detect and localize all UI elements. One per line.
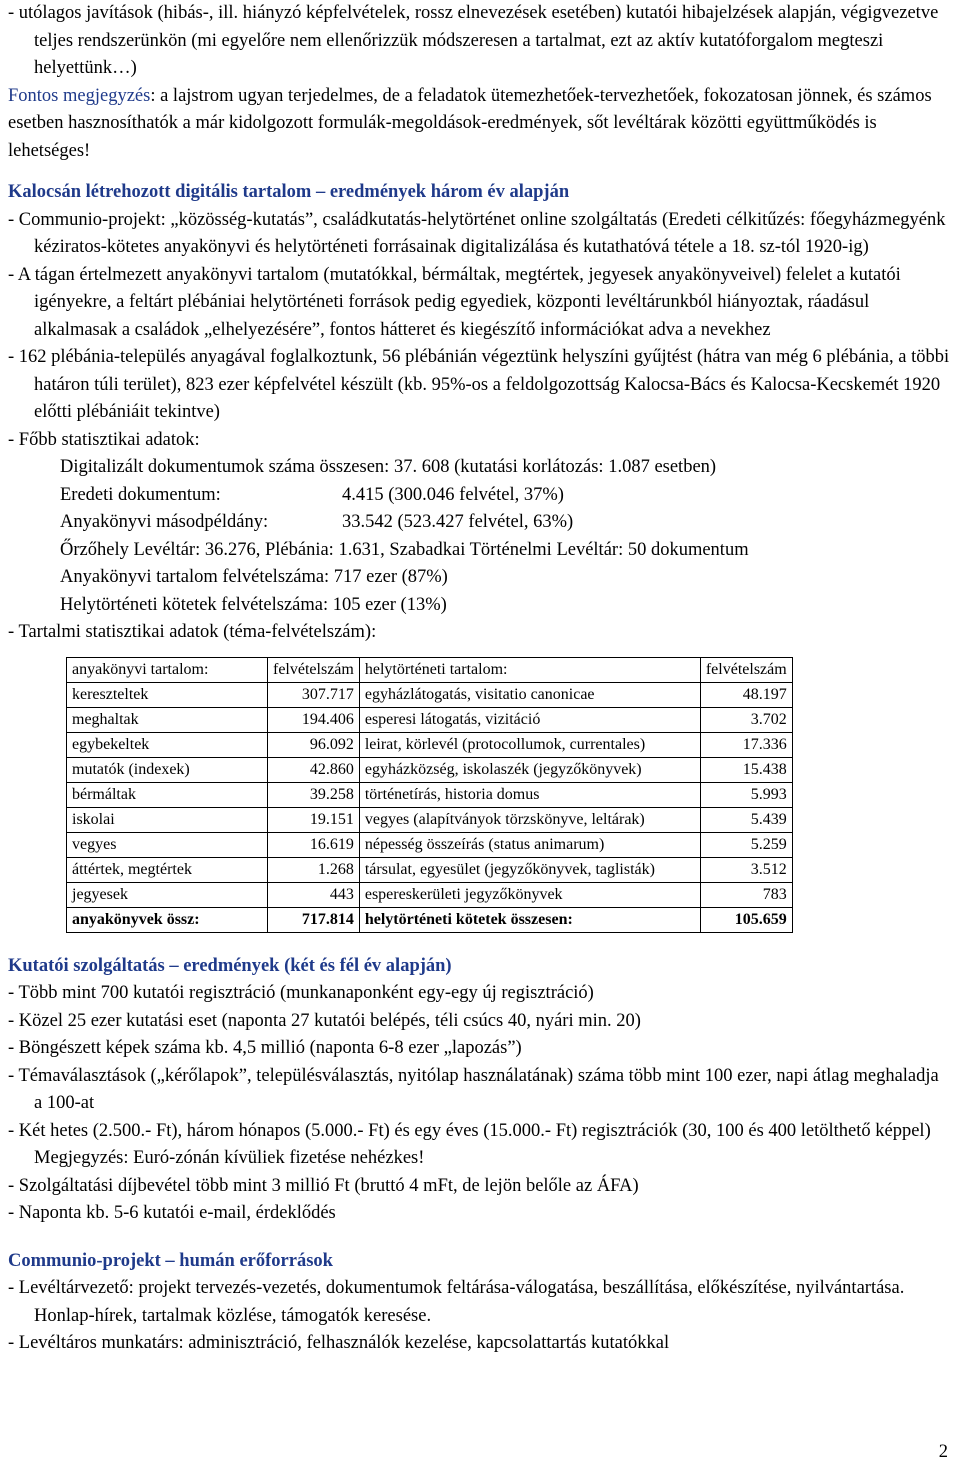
stat-label: Anyakönyvi másodpéldány:	[60, 512, 269, 532]
table-row	[67, 682, 793, 707]
table-row	[67, 782, 793, 807]
page-number: 2	[938, 1441, 948, 1462]
table-cell: 17.336	[700, 732, 792, 757]
stats-heading: - Főbb statisztikai adatok:	[8, 429, 200, 450]
stat-label: Eredeti dokumentum:	[60, 484, 221, 505]
table-cell: iskolai	[67, 807, 268, 832]
content-statistics-table	[66, 657, 793, 933]
table-header: felvételszám	[700, 657, 792, 682]
table-cell: 717.814	[268, 907, 360, 932]
table-cell: egybekeltek	[67, 732, 268, 757]
section1-bullet-3: - 162 plébánia-település anyagával foglalkoztunk, 56 plébánián végeztünk helyszíni gyűjtést (hátra van még 6 plébánia, a többi határon túli terület), 823 ezer képfelvétel készült (kb. 95%-os a feldolgozottság Kalocsa-Bács és Kalocsa-Kecskemét 1920 előtti plébániáit tekintve)	[8, 347, 950, 422]
note-paragraph	[8, 83, 950, 166]
section2-bullet-7: - Naponta kb. 5-6 kutatói e-mail, érdeklődés	[8, 1203, 336, 1223]
table-cell: meghaltak	[67, 707, 268, 732]
table-row	[67, 857, 793, 882]
section1-bullet-2: - A tágan értelmezett anyakönyvi tartalom (mutatókkal, bérmáltak, megtértek, jegyesek anyakönyveivel) felelet a kutatói igényekre, a feltárt plébániai helytörténeti források pedig egyediek, központi levéltárunkból hiányoztak, ráadásul alkalmasak a családok „elhelyezésére”, fontos hátteret és kiegészítő információkat adva a nevekhez	[8, 264, 901, 340]
stat-line-3	[60, 509, 950, 537]
table-cell: 5.259	[700, 832, 792, 857]
section2-bullet-1: - Több mint 700 kutatói regisztráció (munkanaponként egy-egy új regisztráció)	[8, 983, 594, 1003]
table-heading: - Tartalmi statisztikai adatok (téma-felvételszám):	[8, 622, 377, 642]
table-header: felvételszám	[268, 657, 360, 682]
table-cell: kereszteltek	[67, 682, 268, 707]
table-cell: 48.197	[700, 682, 792, 707]
table-cell: anyakönyvek össz:	[67, 907, 268, 932]
section2-heading: Kutatói szolgáltatás – eredmények (két és fél év alapján)	[8, 955, 452, 976]
table-cell: egyházlátogatás, visitatio canonicae	[359, 682, 700, 707]
stat-value: 33.542 (523.427 felvétel, 63%)	[342, 512, 574, 532]
table-header: helytörténeti tartalom:	[359, 657, 700, 682]
table-header: anyakönyvi tartalom:	[67, 657, 268, 682]
table-total-row	[67, 907, 793, 932]
section3-bullet-2: - Levéltáros munkatárs: adminisztráció, felhasználók kezelése, kapcsolattartás kutatókkal	[8, 1333, 670, 1353]
section3-bullet-1: - Levéltárvezető: projekt tervezés-vezetés, dokumentumok feltárása-válogatása, beszállítása, előkészítése, nyilvántartása. Honlap-hírek, tartalmak közlése, támogatók keresése.	[8, 1278, 905, 1326]
table-cell: mutatók (indexek)	[67, 757, 268, 782]
stat-line-1: Digitalizált dokumentumok száma összesen: 37. 608 (kutatási korlátozás: 1.087 esetben)	[60, 457, 717, 477]
table-cell: helytörténeti kötetek összesen:	[359, 907, 700, 932]
section2-bullet-3: - Böngészett képek száma kb. 4,5 millió (naponta 6-8 ezer „lapozás”)	[8, 1038, 522, 1058]
table-header-row	[67, 657, 793, 682]
table-cell: esperesi látogatás, vizitáció	[359, 707, 700, 732]
stat-value: 4.415 (300.046 felvétel, 37%)	[342, 484, 564, 505]
table-cell: bérmáltak	[67, 782, 268, 807]
section1-bullet-1: - Communio-projekt: „közösség-kutatás”, családkutatás-helytörténet online szolgáltatás (Eredeti célkitűzés: főegyházmegyénk kéziratos-kötetes anyakönyvi és helytörténeti forrásainak digitalizálása és kutathatóvá tétele a 18. sz-tól 1920-ig)	[8, 209, 946, 257]
section2-bullet-2: - Közel 25 ezer kutatási eset (naponta 27 kutatói belépés, téli csúcs 40, nyári min. 20)	[8, 1010, 641, 1031]
intro-paragraph: - utólagos javítások (hibás-, ill. hiányzó képfelvételek, rossz elnevezések esetében) kutatói hibajelzések alapján, végigvezetve teljes rendszerünkön (mi egyelőre nem ellenőrizzük módszeresen a tartalmat, ezt az aktív kutatóforgalom megteszi helyettünk…)	[8, 3, 939, 78]
section3-heading: Communio-projekt – humán erőforrások	[8, 1250, 333, 1271]
note-label: Fontos megjegyzés	[8, 85, 151, 106]
table-cell: 16.619	[268, 832, 360, 857]
table-cell: jegyesek	[67, 882, 268, 907]
table-cell: 3.512	[700, 857, 792, 882]
table-cell: 96.092	[268, 732, 360, 757]
table-row	[67, 707, 793, 732]
table-cell: 443	[268, 882, 360, 907]
table-cell: 42.860	[268, 757, 360, 782]
table-cell: vegyes (alapítványok törzskönyve, leltárak)	[359, 807, 700, 832]
table-cell: történetírás, historia domus	[359, 782, 700, 807]
table-cell: egyházközség, iskolaszék (jegyzőkönyvek)	[359, 757, 700, 782]
table-cell: 5.439	[700, 807, 792, 832]
stat-line-6: Helytörténeti kötetek felvételszáma: 105 ezer (13%)	[60, 594, 447, 615]
stat-line-5: Anyakönyvi tartalom felvételszáma: 717 ezer (87%)	[60, 567, 448, 587]
table-cell: 39.258	[268, 782, 360, 807]
table-row	[67, 807, 793, 832]
section2-bullet-5: - Két hetes (2.500.- Ft), három hónapos (5.000.- Ft) és egy éves (15.000.- Ft) regisztrációk (30, 100 és 400 letölthető képpel) Megjegyzés: Euró-zónán kívüliek fizetése nehézkes!	[8, 1120, 931, 1168]
table-cell: leirat, körlevél (protocollumok, currentales)	[359, 732, 700, 757]
note-text: : a lajstrom ugyan terjedelmes, de a feladatok ütemezhetőek-tervezhetőek, fokozatosan jönnek, és számos esetben hasznosíthatók a már kidolgozott formulák-megoldások-eredmények, sőt levéltárak közötti együttműködés is lehetséges!	[8, 85, 932, 161]
table-cell: 5.993	[700, 782, 792, 807]
section2-bullet-6: - Szolgáltatási díjbevétel több mint 3 millió Ft (bruttó 4 mFt, de lejön belőle az ÁFA)	[8, 1175, 639, 1196]
table-cell: 15.438	[700, 757, 792, 782]
table-cell: espereskerületi jegyzőkönyvek	[359, 882, 700, 907]
section2-bullet-4: - Témaválasztások („kérőlapok”, településválasztás, nyitólap használatának) száma több mint 100 ezer, napi átlag meghaladja a 100-at	[8, 1065, 939, 1113]
table-cell: vegyes	[67, 832, 268, 857]
table-cell: népesség összeírás (status animarum)	[359, 832, 700, 857]
table-cell: 783	[700, 882, 792, 907]
table-cell: 307.717	[268, 682, 360, 707]
table-cell: 3.702	[700, 707, 792, 732]
table-cell: 105.659	[700, 907, 792, 932]
table-cell: áttértek, megtértek	[67, 857, 268, 882]
table-cell: 194.406	[268, 707, 360, 732]
stat-line-2	[60, 482, 950, 510]
table-row	[67, 732, 793, 757]
table-cell: 19.151	[268, 807, 360, 832]
stat-line-4: Őrzőhely Levéltár: 36.276, Plébánia: 1.631, Szabadkai Történelmi Levéltár: 50 dokumentum	[60, 539, 749, 560]
table-cell: társulat, egyesület (jegyzőkönyvek, taglisták)	[359, 857, 700, 882]
table-row	[67, 757, 793, 782]
section1-heading: Kalocsán létrehozott digitális tartalom – eredmények három év alapján	[8, 182, 570, 202]
table-row	[67, 882, 793, 907]
table-cell: 1.268	[268, 857, 360, 882]
table-row	[67, 832, 793, 857]
